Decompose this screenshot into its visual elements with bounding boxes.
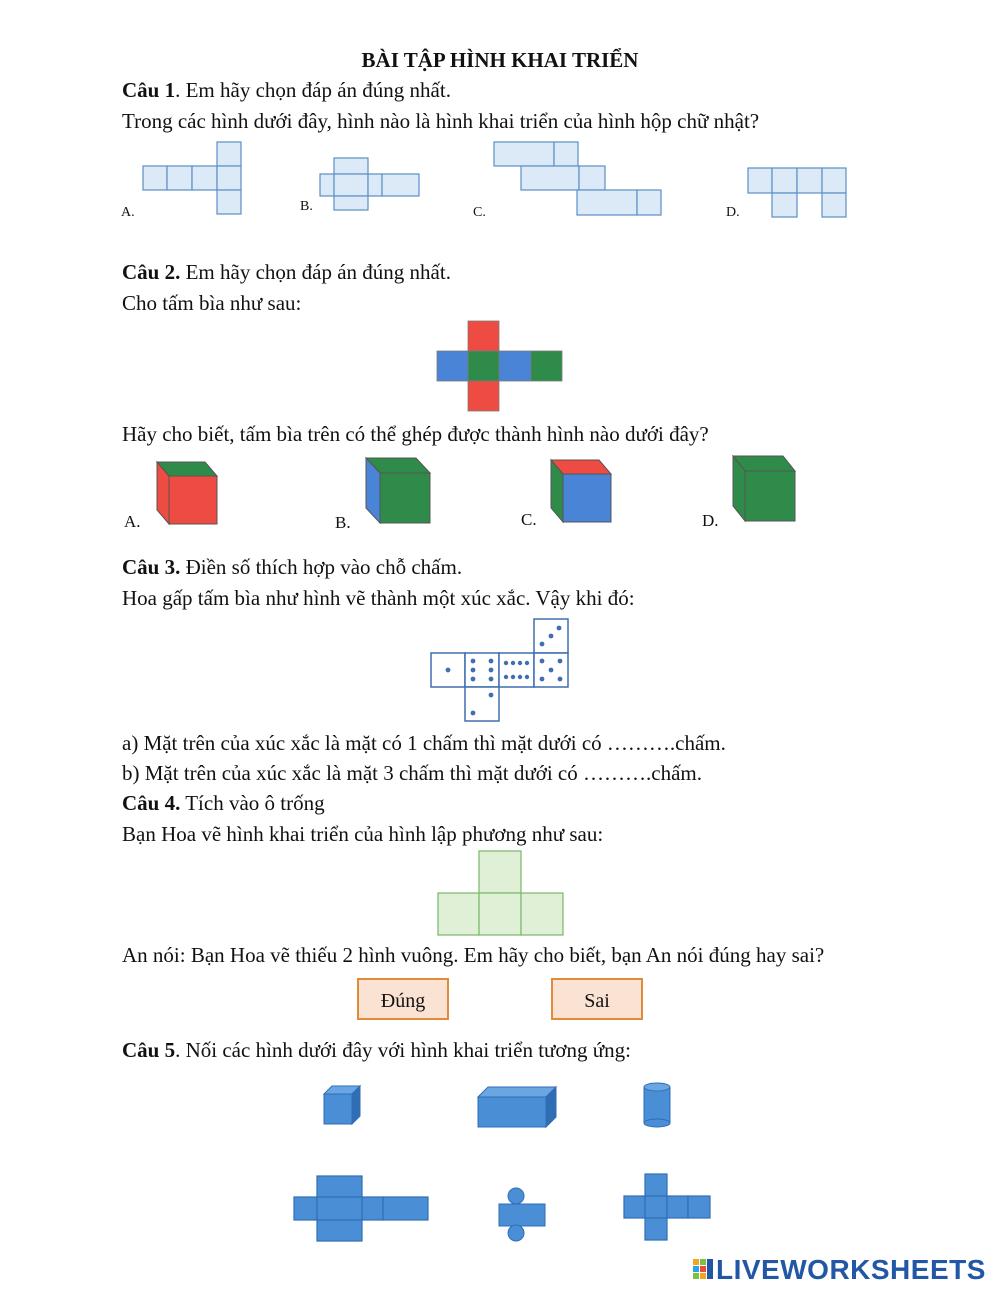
q5-instruction: . Nối các hình dưới đây với hình khai triển tương ứng: [175,1038,631,1062]
q3-instruction: Điền số thích hợp vào chỗ chấm. [180,555,463,579]
q4-question: An nói: Bạn Hoa vẽ thiếu 2 hình vuông. Em hãy cho biết, bạn An nói đúng hay sai? [122,943,825,967]
q3-dice-net [430,618,570,724]
q4-intro: Bạn Hoa vẽ hình khai triển của hình lập phương như sau: [122,822,604,846]
q2-heading [122,260,451,284]
q2-option-b-label[interactable]: B. [335,513,351,532]
q2-option-d-label[interactable]: D. [702,511,719,530]
q2-cube-b[interactable] [364,456,434,526]
q2-instruction: Em hãy chọn đáp án đúng nhất. [180,260,451,284]
q1-net-a[interactable] [142,141,242,217]
q1-net-b[interactable] [319,157,421,212]
q5-net-cube[interactable] [623,1173,713,1243]
q5-net-box[interactable] [293,1175,431,1243]
q1-question: Trong các hình dưới đây, hình nào là hình khai triển của hình hộp chữ nhật? [122,109,760,133]
q2-intro: Cho tấm bìa như sau: [122,291,302,315]
q3-part-b: b) Mặt trên của xúc xắc là mặt 3 chấm thì mặt dưới có ……….chấm. [122,761,702,785]
q1-label: Câu 1 [122,78,176,102]
q5-rectangular-box[interactable] [476,1085,558,1129]
q5-net-cylinder[interactable] [498,1186,548,1242]
q2-label: Câu 2. [122,260,181,284]
q1-instruction: . Em hãy chọn đáp án đúng nhất. [175,78,451,102]
q2-cube-a[interactable] [155,460,221,526]
liveworksheets-logo-icon [692,1258,716,1282]
q4-true-box[interactable]: Đúng [357,978,449,1020]
q2-question: Hãy cho biết, tấm bìa trên có thể ghép được thành hình nào dưới đây? [122,422,709,446]
liveworksheets-logo [692,1254,986,1286]
q3-label: Câu 3. [122,555,181,579]
q5-heading [122,1038,631,1062]
q4-label: Câu 4. [122,791,181,815]
q4-instruction: Tích vào ô trống [180,791,325,815]
brand-text: LIVEWORKSHEETS [716,1254,986,1285]
q2-option-c-label[interactable]: C. [521,510,537,529]
q2-colored-net [436,320,564,412]
q1-net-d[interactable] [747,167,849,219]
q5-label: Câu 5 [122,1038,176,1062]
q4-false-box[interactable]: Sai [551,978,643,1020]
q5-small-cube[interactable] [322,1084,364,1126]
page-title: BÀI TẬP HÌNH KHAI TRIỂN [361,48,639,72]
q1-option-c-label[interactable]: C. [473,205,486,220]
q1-option-b-label[interactable]: B. [300,199,313,214]
q4-green-net [437,850,565,936]
q5-cylinder[interactable] [642,1081,672,1129]
q1-net-c[interactable] [493,141,663,217]
q1-option-a-label[interactable]: A. [121,205,135,220]
q3-intro: Hoa gấp tấm bìa như hình vẽ thành một xúc xắc. Vậy khi đó: [122,586,635,610]
q3-heading [122,555,462,579]
q2-cube-c[interactable] [549,458,615,524]
q2-cube-d[interactable] [731,454,799,524]
q3-part-a: a) Mặt trên của xúc xắc là mặt có 1 chấm thì mặt dưới có ……….chấm. [122,731,726,755]
q4-heading [122,791,325,815]
q1-option-d-label[interactable]: D. [726,205,740,220]
q2-option-a-label[interactable]: A. [124,512,141,531]
q1-heading [122,78,451,102]
